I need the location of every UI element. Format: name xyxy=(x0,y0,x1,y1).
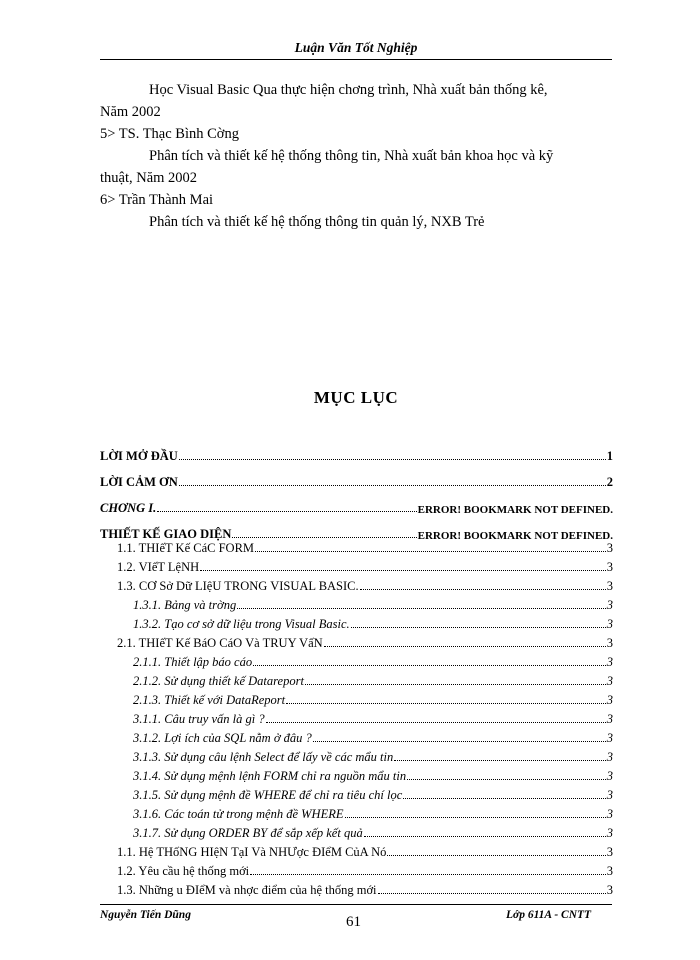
toc-leader xyxy=(378,893,606,894)
toc-entry-label: 3.1.4. Sử dụng mệnh lệnh FORM chỉ ra nguồn mẩu tin xyxy=(133,769,407,783)
toc-title: MỤC LỤC xyxy=(313,388,399,407)
toc-leader xyxy=(232,537,416,538)
reference-line: Học Visual Basic Qua thực hiện chơng trình, Nhà xuất bản thống kê, xyxy=(149,82,548,98)
toc-leader xyxy=(179,459,606,460)
toc-leader xyxy=(179,485,606,486)
toc-entry[interactable] xyxy=(100,448,613,464)
toc-leader xyxy=(394,760,606,761)
toc-entry-page: 3 xyxy=(606,560,613,574)
toc-entry[interactable] xyxy=(100,768,613,784)
toc-leader xyxy=(387,855,605,856)
toc-entry-label: 3.1.3. Sử dụng câu lệnh Select để lấy về các mẩu tin xyxy=(133,750,394,764)
reference-line: 5> TS. Thạc Bình Cờng xyxy=(100,126,239,142)
toc-entry-page: ERROR! BOOKMARK NOT DEFINED. xyxy=(417,530,613,542)
toc-entry[interactable] xyxy=(100,654,613,670)
toc-entry[interactable] xyxy=(100,787,613,803)
toc-entry-label: 3.1.7. Sử dụng ORDER BY để sắp xếp kết quả xyxy=(133,826,363,840)
toc-entry-page: 3 xyxy=(606,636,613,650)
toc-entry[interactable] xyxy=(100,882,613,898)
toc-entry-page: ERROR! BOOKMARK NOT DEFINED. xyxy=(417,504,613,516)
toc-entry-label: 2.1.2. Sử dụng thiết kế Datareport xyxy=(133,674,304,688)
reference-line: Phân tích và thiết kế hệ thống thông tin, Nhà xuất bản khoa học và kỹ xyxy=(149,148,554,164)
toc-leader xyxy=(286,703,606,704)
toc-entry-page: 3 xyxy=(606,674,613,688)
toc-leader xyxy=(351,627,606,628)
toc-entry[interactable] xyxy=(100,825,613,841)
toc-entry-label: 1.3. Những u ĐIểM và nhợc điểm của hệ thống mới xyxy=(117,883,377,897)
toc-entry-label: 2.1.3. Thiết kế với DataReport xyxy=(133,693,286,707)
toc-entry-label: 3.1.6. Các toán tử trong mệnh đề WHERE xyxy=(133,807,344,821)
toc-entry-page: 3 xyxy=(606,788,613,802)
toc-entry[interactable] xyxy=(100,597,613,613)
toc-leader xyxy=(237,608,606,609)
toc-entry[interactable] xyxy=(100,730,613,746)
toc-entry[interactable] xyxy=(100,863,613,879)
footer-class: Lớp 611A - CNTT xyxy=(506,909,592,921)
toc-leader xyxy=(157,511,416,512)
reference-line: Phân tích và thiết kế hệ thống thông tin quản lý, NXB Trẻ xyxy=(149,214,485,230)
toc-entry[interactable] xyxy=(100,474,613,490)
page-header-title: Luận Văn Tốt Nghiệp xyxy=(294,40,418,55)
toc-entry[interactable] xyxy=(100,616,613,632)
toc-entry-label: 3.1.2. Lợi ích của SQL nằm ở đâu ? xyxy=(133,731,312,745)
toc-entry-page: 3 xyxy=(606,598,613,612)
toc-leader xyxy=(250,874,606,875)
toc-leader xyxy=(360,589,606,590)
toc-entry[interactable] xyxy=(100,559,613,575)
toc-entry-page: 3 xyxy=(606,750,613,764)
toc-leader xyxy=(364,836,606,837)
toc-leader xyxy=(345,817,606,818)
toc-leader xyxy=(253,665,606,666)
toc-entry-label: 2.1. THIếT Kế BáO CáO Và TRUY VấN xyxy=(117,636,323,650)
toc-leader xyxy=(324,646,606,647)
toc-entry-page: 3 xyxy=(606,541,613,555)
toc-entry-page: 3 xyxy=(606,712,613,726)
toc-entry-page: 3 xyxy=(606,807,613,821)
toc-leader xyxy=(403,798,605,799)
toc-entry-page: 2 xyxy=(606,475,613,489)
reference-line: Năm 2002 xyxy=(100,104,161,120)
toc-entry-page: 3 xyxy=(606,864,613,878)
toc-entry-label: 1.3.1. Bảng và trờng xyxy=(133,598,237,612)
toc-entry-page: 3 xyxy=(606,579,613,593)
toc-entry-label: 1.3.2. Tạo cơ sở dữ liệu trong Visual Basic. xyxy=(133,617,350,631)
toc-entry-label: THIẾT KẾ GIAO DIỆN xyxy=(100,527,232,541)
header-rule xyxy=(100,59,612,60)
toc-entry-label: 1.3. CƠ Sở Dữ LIệU TRONG VISUAL BASIC. xyxy=(117,579,359,593)
toc-entry[interactable] xyxy=(100,806,613,822)
reference-line: thuật, Năm 2002 xyxy=(100,170,198,186)
toc-entry-page: 1 xyxy=(606,449,613,463)
toc-entry-page: 3 xyxy=(606,617,613,631)
toc-entry-page: 3 xyxy=(606,655,613,669)
toc-leader xyxy=(255,551,606,552)
toc-entry-label: 2.1.1. Thiết lập báo cáo xyxy=(133,655,253,669)
reference-line: 6> Trần Thành Mai xyxy=(100,192,214,208)
toc-entry-label: CHƠNG I. xyxy=(100,501,157,515)
toc-entry-page: 3 xyxy=(606,883,613,897)
toc-entry-label: 1.1. THIếT Kế CáC FORM xyxy=(117,541,255,555)
toc-entry-page: 3 xyxy=(606,693,613,707)
toc-entry-label: 3.1.1. Câu truy vấn là gì ? xyxy=(133,712,265,726)
toc-entry-page: 3 xyxy=(606,826,613,840)
toc-entry[interactable] xyxy=(100,711,613,727)
footer-page-number: 61 xyxy=(346,914,361,930)
toc-entry-label: LỜI MỞ ĐẦU xyxy=(100,449,178,463)
toc-entry-label: 1.2. Yêu cầu hệ thống mới xyxy=(117,864,250,878)
toc-entry[interactable] xyxy=(100,540,613,556)
toc-entry-label: 3.1.5. Sử dụng mệnh đề WHERE để chỉ ra tiêu chí lọc xyxy=(133,788,403,802)
toc-entry[interactable] xyxy=(100,500,613,516)
toc-entry-label: LỜI CẢM ƠN xyxy=(100,475,178,489)
toc-entry[interactable] xyxy=(100,673,613,689)
toc-entry[interactable] xyxy=(100,578,613,594)
footer-author: Nguyễn Tiến Dũng xyxy=(100,909,191,921)
toc-entry[interactable] xyxy=(100,692,613,708)
toc-entry-page: 3 xyxy=(606,731,613,745)
toc-entry[interactable] xyxy=(100,635,613,651)
toc-leader xyxy=(313,741,606,742)
footer-rule xyxy=(100,904,612,905)
toc-entry[interactable] xyxy=(100,844,613,860)
toc-leader xyxy=(305,684,606,685)
toc-entry-label: 1.1. Hệ THốNG HIệN TạI Và NHƯợc ĐIểM CủA Nó xyxy=(117,845,387,859)
toc-leader xyxy=(200,570,606,571)
toc-entry[interactable] xyxy=(100,749,613,765)
toc-leader xyxy=(407,779,606,780)
toc-entry-page: 3 xyxy=(606,769,613,783)
toc-leader xyxy=(266,722,606,723)
toc-entry-page: 3 xyxy=(606,845,613,859)
toc-entry-label: 1.2. VIếT LệNH xyxy=(117,560,200,574)
